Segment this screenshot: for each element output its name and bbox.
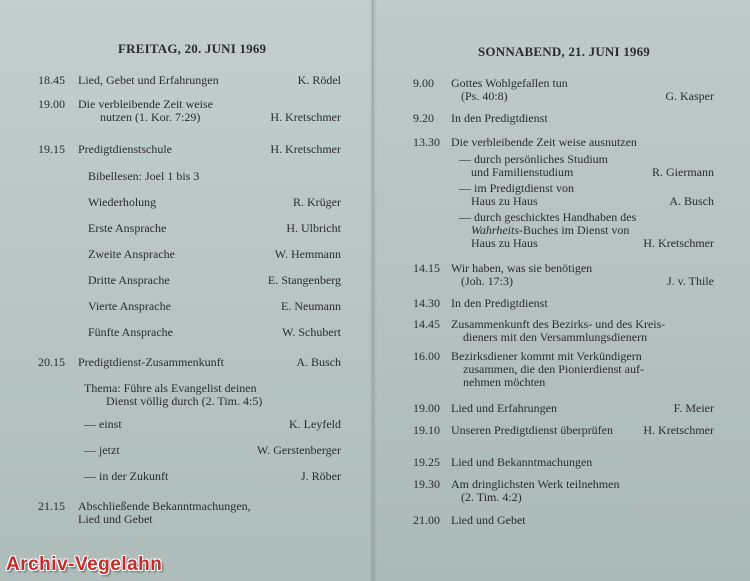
speaker-name: W. Hemmann	[274, 247, 341, 261]
entry-time: 19.30	[413, 477, 440, 491]
entry-text-line: Die verbleibende Zeit weise ausnutzen	[451, 135, 637, 149]
entry-text-line: Thema: Führe als Evangelist deinen	[84, 381, 257, 395]
watermark-logo: Archiv-Vegelahn	[6, 554, 163, 575]
left-page	[0, 0, 373, 581]
speaker-name: H. Kretschmer	[270, 142, 341, 156]
entry-text-line: Am dringlichsten Werk teilnehmen	[451, 477, 620, 491]
entry-text-line: Lied, Gebet und Erfahrungen	[78, 73, 219, 87]
entry-time: 13.30	[413, 135, 440, 149]
entry-time: 19.10	[413, 423, 440, 437]
entry-text-line: Abschließende Bekanntmachungen,	[78, 499, 251, 513]
entry-time: 19.00	[38, 97, 65, 111]
entry-text-line: Vierte Ansprache	[88, 299, 171, 313]
entry-text-line: Wiederholung	[88, 195, 157, 209]
entry-time: 16.00	[413, 349, 440, 363]
speaker-name: K. Rödel	[297, 73, 341, 87]
entry-text-line: Wahrheits-Buches im Dienst von	[471, 223, 630, 237]
entry-text-line: Zusammenkunft des Bezirks- und des Kreis-	[451, 317, 666, 331]
entry-text-line: Haus zu Haus	[471, 194, 538, 208]
entry-text-line: und Familienstudium	[471, 165, 574, 179]
entry-text-line: Predigtdienstschule	[78, 142, 172, 156]
entry-text-line: Predigtdienst-Zusammenkunft	[78, 355, 224, 369]
entry-text-line: Unseren Predigtdienst überprüfen	[451, 423, 613, 437]
entry-text-line: Dritte Ansprache	[88, 273, 170, 287]
speaker-name: G. Kasper	[665, 89, 714, 103]
entry-text-line: In den Predigtdienst	[451, 111, 548, 125]
entry-text-line: zusammen, die den Pionierdienst auf-	[463, 362, 644, 376]
entry-time: 21.15	[38, 499, 65, 513]
entry-text-line: (2. Tim. 4:2)	[461, 490, 522, 504]
entry-text-line: (Joh. 17:3)	[461, 274, 513, 288]
entry-text-line: Lied und Erfahrungen	[451, 401, 557, 415]
entry-time: 20.15	[38, 355, 65, 369]
entry-time: 9.00	[413, 76, 434, 90]
speaker-name: R. Giermann	[652, 165, 714, 179]
speaker-name: A. Busch	[296, 355, 341, 369]
entry-text-line: In den Predigtdienst	[451, 296, 548, 310]
speaker-name: H. Kretschmer	[270, 110, 341, 124]
speaker-name: J. Röber	[301, 469, 341, 483]
speaker-name: K. Leyfeld	[289, 417, 341, 431]
speaker-name: H. Kretschmer	[643, 236, 714, 250]
entry-text-line: Erste Ansprache	[88, 221, 167, 235]
entry-time: 19.25	[413, 455, 440, 469]
speaker-name: W. Schubert	[282, 325, 341, 339]
entry-text-line: nutzen (1. Kor. 7:29)	[100, 110, 201, 124]
speaker-name: F. Meier	[673, 401, 714, 415]
entry-time: 19.00	[413, 401, 440, 415]
entry-text-line: — einst	[84, 417, 122, 431]
entry-text-line: Fünfte Ansprache	[88, 325, 173, 339]
entry-time: 18.45	[38, 73, 65, 87]
entry-text-line: — jetzt	[84, 443, 120, 457]
entry-text-line: dieners mit den Versammlungsdienern	[463, 330, 648, 344]
entry-text-line: Zweite Ansprache	[88, 247, 175, 261]
entry-text-line: — durch persönliches Studium	[459, 152, 608, 166]
entry-text-line: Lied und Gebet	[451, 513, 526, 527]
speaker-name: R. Krüger	[293, 195, 341, 209]
entry-time: 14.45	[413, 317, 440, 331]
entry-text-line: Lied und Gebet	[78, 512, 153, 526]
entry-time: 21.00	[413, 513, 440, 527]
entry-text-line: — durch geschicktes Handhaben des	[459, 210, 637, 224]
friday-title: FREITAG, 20. JUNI 1969	[118, 41, 267, 56]
entry-text-line: Die verbleibende Zeit weise	[78, 97, 213, 111]
entry-time: 14.15	[413, 261, 440, 275]
entry-text-line: Haus zu Haus	[471, 236, 538, 250]
speaker-name: E. Stangenberg	[267, 273, 341, 287]
entry-text-line: Bibellesen: Joel 1 bis 3	[88, 169, 200, 183]
entry-text-line: Lied und Bekanntmachungen	[451, 455, 593, 469]
entry-text-line: Gottes Wohlgefallen tun	[451, 76, 568, 90]
saturday-title: SONNABEND, 21. JUNI 1969	[478, 44, 651, 59]
speaker-name: J. v. Thile	[667, 274, 714, 288]
speaker-name: A. Busch	[669, 194, 714, 208]
speaker-name: E. Neumann	[281, 299, 341, 313]
entry-text-line: Wir haben, was sie benötigen	[451, 261, 593, 275]
speaker-name: H. Kretschmer	[643, 423, 714, 437]
page-fold	[369, 0, 377, 581]
entry-time: 14.30	[413, 296, 440, 310]
entry-text-line: (Ps. 40:8)	[461, 89, 508, 103]
entry-text-line: Dienst völlig durch (2. Tim. 4:5)	[106, 394, 263, 408]
entry-text-line: Bezirksdiener kommt mit Verkündigern	[451, 349, 642, 363]
entry-text-line: — in der Zukunft	[84, 469, 169, 483]
entry-time: 19.15	[38, 142, 65, 156]
speaker-name: W. Gerstenberger	[257, 443, 341, 457]
entry-text-line: — im Predigtdienst von	[459, 181, 574, 195]
speaker-name: H. Ulbricht	[286, 221, 341, 235]
entry-text-line: nehmen möchten	[463, 375, 546, 389]
entry-time: 9.20	[413, 111, 434, 125]
